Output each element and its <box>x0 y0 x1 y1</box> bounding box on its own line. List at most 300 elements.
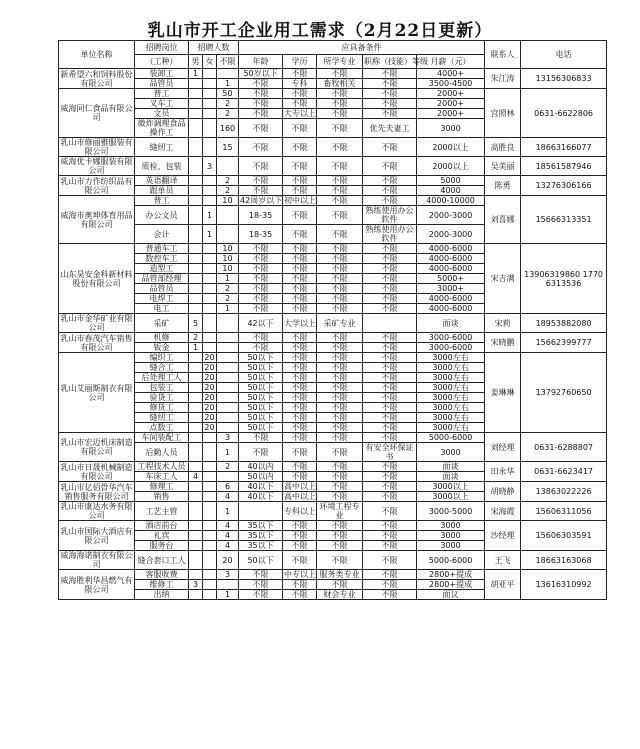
female-count-cell <box>203 343 217 353</box>
major-cell: 环境工程专业 <box>317 502 363 521</box>
contact-person-cell: 沙经理 <box>485 521 521 551</box>
post-cell: 包装工 <box>135 383 189 393</box>
post-cell: 钣金 <box>135 343 189 353</box>
unlimited-count-cell <box>217 343 239 353</box>
unlimited-count-cell: 2 <box>217 462 239 472</box>
post-cell: 修理工 <box>135 482 189 492</box>
major-cell: 不限 <box>317 482 363 492</box>
female-count-cell <box>203 521 217 531</box>
female-count-cell <box>203 472 217 482</box>
female-count-cell <box>203 462 217 472</box>
major-cell: 畜牧相关 <box>317 79 363 89</box>
male-count-cell <box>189 196 203 206</box>
female-count-cell: 20 <box>204 393 215 402</box>
female-count-cell: 20 <box>204 363 215 372</box>
phone-cell: 18561587946 <box>521 157 607 176</box>
male-count-cell <box>189 294 203 304</box>
post-cell: 编织工 <box>135 353 189 363</box>
salary-cell: 5000 <box>417 176 485 186</box>
education-cell: 不限 <box>283 206 317 225</box>
salary-cell: 2000-3000 <box>417 225 485 244</box>
title-level-cell: 不限 <box>363 403 417 413</box>
title-level-cell: 不限 <box>363 343 417 353</box>
title-level-cell: 不限 <box>363 551 417 570</box>
major-cell: 不限 <box>317 343 363 353</box>
female-count-cell <box>203 138 217 157</box>
post-cell: 修货工 <box>135 403 189 413</box>
major-cell: 不限 <box>317 531 363 541</box>
male-count-cell <box>189 433 203 443</box>
company-name-cell: 乳山市康达水务有限公司 <box>60 502 133 520</box>
unlimited-count-cell: 10 <box>217 244 239 254</box>
phone-cell: 13906319860 17706313536 <box>521 244 607 314</box>
age-cell: 50以下 <box>239 403 283 413</box>
table-row <box>59 433 607 443</box>
unlimited-count-cell: 10 <box>217 254 239 264</box>
female-count-cell <box>203 119 217 138</box>
unlimited-count-cell: 2 <box>217 294 239 304</box>
male-count-cell: 3 <box>189 580 203 590</box>
salary-cell: 3000+ <box>417 284 485 294</box>
female-count-cell <box>203 284 217 294</box>
female-count-cell <box>203 590 217 600</box>
age-cell: 不限 <box>239 254 283 264</box>
education-cell: 不限 <box>283 551 317 570</box>
major-cell: 不限 <box>317 433 363 443</box>
phone-cell: 13616310992 <box>521 570 607 600</box>
female-count-cell <box>203 433 217 443</box>
age-cell: 不限 <box>239 89 283 99</box>
education-cell: 不限 <box>283 373 317 383</box>
education-cell: 高中以上 <box>284 492 317 501</box>
table-row <box>59 196 607 206</box>
female-count-cell <box>203 186 217 196</box>
table-row <box>59 482 607 492</box>
male-count-cell <box>189 403 203 413</box>
post-cell: 车间装配工 <box>135 433 189 443</box>
salary-cell: 5000-6000 <box>417 433 485 443</box>
unlimited-count-cell <box>217 314 239 333</box>
female-count-cell <box>203 274 217 284</box>
unlimited-count-cell <box>217 225 239 244</box>
age-cell: 不限 <box>239 433 283 443</box>
salary-cell: 2800+提成 <box>417 580 485 590</box>
title-level-cell: 不限 <box>363 521 417 531</box>
male-count-cell <box>189 413 203 423</box>
education-cell: 不限 <box>283 176 317 186</box>
contact-person-cell: 宫照林 <box>485 89 521 138</box>
female-count-cell: 20 <box>204 383 215 392</box>
major-cell: 不限 <box>317 541 363 551</box>
post-cell: 装卸工 <box>135 69 189 79</box>
title-level-cell: 不限 <box>363 590 417 600</box>
male-count-cell <box>189 502 203 521</box>
company-name-cell: 乳山市金华矿业有限公司 <box>60 314 133 332</box>
phone-cell: 13863022226 <box>521 482 607 502</box>
post-cell: 缝合工 <box>135 363 189 373</box>
education-cell: 不限 <box>283 343 317 353</box>
table-row <box>59 551 607 570</box>
post-cell: 车床工人 <box>135 472 189 482</box>
female-count-cell <box>203 531 217 541</box>
title-level-cell: 不限 <box>363 482 417 492</box>
salary-cell: 3000-6000 <box>417 333 485 343</box>
age-cell: 不限 <box>239 186 283 196</box>
title-level-cell: 不限 <box>363 196 417 206</box>
male-count-cell <box>189 264 203 274</box>
major-cell: 不限 <box>317 119 363 138</box>
male-count-cell <box>189 79 203 89</box>
unlimited-count-cell <box>217 206 239 225</box>
age-cell: 50以下 <box>239 363 283 373</box>
male-count-cell <box>189 99 203 109</box>
education-cell: 专科以上 <box>283 502 317 521</box>
company-name-cell: 山东昊安金科新材料股份有限公司 <box>59 244 135 314</box>
major-cell: 不限 <box>317 472 363 482</box>
company-name-cell: 乳山市亿佰骨华汽车销售服务有限公司 <box>60 482 133 501</box>
title-level-cell: 熟练使用办公软件 <box>363 206 417 225</box>
header-male: 男 <box>189 55 203 69</box>
post-cell: 缝合套口工人 <box>135 551 189 570</box>
title-level-cell: 不限 <box>363 333 417 343</box>
title-level-cell: 不限 <box>363 570 417 580</box>
title-level-cell: 不限 <box>363 264 417 274</box>
unlimited-count-cell: 6 <box>217 482 239 492</box>
title-level-cell: 不限 <box>363 138 417 157</box>
male-count-cell <box>189 157 203 176</box>
male-count-cell <box>189 304 203 314</box>
unlimited-count-cell: 4 <box>217 531 239 541</box>
unlimited-count-cell <box>217 413 239 423</box>
table-row <box>59 502 607 521</box>
post-cell: 品管员 <box>135 79 189 89</box>
female-count-cell <box>203 492 217 502</box>
header-age: 年龄 <box>239 55 283 69</box>
post-cell: 缝纫工 <box>135 138 189 157</box>
female-count-cell <box>203 541 217 551</box>
major-cell: 不限 <box>317 413 363 423</box>
female-count-cell <box>203 551 217 570</box>
post-cell: 点数工 <box>135 423 189 433</box>
salary-cell: 3000左右 <box>417 423 485 433</box>
title-level-cell: 不限 <box>363 423 417 433</box>
unlimited-count-cell: 3 <box>217 570 239 580</box>
male-count-cell <box>189 89 203 99</box>
major-cell: 不限 <box>317 89 363 99</box>
unlimited-count-cell: 15 <box>217 138 239 157</box>
major-cell: 不限 <box>317 196 363 206</box>
unlimited-count-cell <box>217 157 239 176</box>
salary-cell: 5000+ <box>417 274 485 284</box>
age-cell: 50以下 <box>239 393 283 403</box>
title-level-cell: 不限 <box>363 580 417 590</box>
education-cell: 不限 <box>283 333 317 343</box>
female-count-cell <box>203 482 217 492</box>
title-level-cell: 不限 <box>363 433 417 443</box>
contact-person-cell: 刘喜娜 <box>485 196 521 244</box>
male-count-cell <box>189 373 203 383</box>
salary-cell: 3000 <box>417 521 485 531</box>
unlimited-count-cell: 1 <box>217 502 239 521</box>
title-level-cell: 不限 <box>363 176 417 186</box>
major-cell: 不限 <box>317 157 363 176</box>
salary-cell: 3000 <box>417 541 485 551</box>
salary-cell: 3000左右 <box>417 413 485 423</box>
post-cell: 缝纫工 <box>135 413 189 423</box>
female-count-cell <box>203 314 217 333</box>
phone-cell: 13792760650 <box>521 353 607 433</box>
title-level-cell: 不限 <box>363 353 417 363</box>
post-cell: 后处理工人 <box>135 373 189 383</box>
male-count-cell <box>189 443 203 462</box>
post-cell: 叉车工 <box>135 99 189 109</box>
salary-cell: 3000左右 <box>417 373 485 383</box>
female-count-cell <box>203 244 217 254</box>
unlimited-count-cell <box>217 472 239 482</box>
female-count-cell <box>203 443 217 462</box>
female-count-cell <box>203 580 217 590</box>
age-cell: 40以下 <box>239 492 283 502</box>
education-cell: 不限 <box>283 225 317 244</box>
female-count-cell <box>203 502 217 521</box>
title-level-cell: 不限 <box>363 383 417 393</box>
age-cell: 不限 <box>239 443 283 462</box>
male-count-cell <box>189 541 203 551</box>
title-level-cell: 不限 <box>363 393 417 403</box>
education-cell: 不限 <box>283 580 317 590</box>
title-level-cell <box>363 314 417 333</box>
unlimited-count-cell: 3 <box>217 433 239 443</box>
age-cell: 50以下 <box>239 551 283 570</box>
salary-cell: 3000-6000 <box>417 343 485 353</box>
education-cell: 不限 <box>283 254 317 264</box>
unlimited-count-cell: 10 <box>217 196 239 206</box>
age-cell: 50以下 <box>239 383 283 393</box>
post-cell: 造型工 <box>135 264 189 274</box>
age-cell: 不限 <box>239 79 283 89</box>
contact-person-cell: 田永华 <box>485 462 521 482</box>
age-cell: 18-35 <box>239 225 283 244</box>
major-cell: 不限 <box>317 383 363 393</box>
age-cell: 不限 <box>239 333 283 343</box>
salary-cell: 面谈 <box>417 462 485 472</box>
age-cell: 不限 <box>239 294 283 304</box>
major-cell: 不限 <box>317 206 363 225</box>
phone-cell: 0631-6288807 <box>521 433 607 462</box>
age-cell: 50以内 <box>239 472 283 482</box>
male-count-cell <box>189 274 203 284</box>
education-cell: 高中以上 <box>284 482 317 491</box>
unlimited-count-cell <box>217 580 239 590</box>
age-cell: 不限 <box>239 570 283 580</box>
header-post: （工种） <box>135 55 189 69</box>
company-name-cell: 乳山市日晟机械制造有限公司 <box>60 462 133 481</box>
post-cell: 品管员 <box>135 284 189 294</box>
major-cell: 不限 <box>317 423 363 433</box>
salary-cell: 3000以上 <box>417 492 485 502</box>
male-count-cell <box>189 383 203 393</box>
page-title: 乳山市开工企业用工需求（2月22日更新） <box>147 21 493 41</box>
post-cell: 品管部经理 <box>135 274 189 284</box>
male-count-cell <box>189 109 203 119</box>
header-count-group: 招聘人数 <box>189 41 239 55</box>
unlimited-count-cell: 50 <box>217 89 239 99</box>
post-cell: 普工 <box>135 89 189 99</box>
salary-cell: 2800+提成 <box>417 570 485 580</box>
salary-cell: 4000-6000 <box>417 244 485 254</box>
major-cell: 不限 <box>317 274 363 284</box>
major-cell: 不限 <box>317 294 363 304</box>
company-name-cell: 乳山艾丽斯制衣有限公司 <box>59 353 135 433</box>
unlimited-count-cell: 1 <box>217 274 239 284</box>
education-cell: 不限 <box>283 89 317 99</box>
post-cell: 会计 <box>135 225 189 244</box>
post-cell: 数控车工 <box>135 254 189 264</box>
education-cell: 不限 <box>283 433 317 443</box>
unlimited-count-cell <box>217 333 239 343</box>
female-count-cell: 20 <box>204 353 215 362</box>
post-cell: 工艺主管 <box>135 502 189 521</box>
major-cell: 不限 <box>317 284 363 294</box>
title-level-cell: 不限 <box>363 472 417 482</box>
major-cell: 财会专业 <box>317 590 363 600</box>
major-cell: 不限 <box>317 138 363 157</box>
salary-cell: 2000以上 <box>417 157 485 176</box>
contact-person-cell: 胡晓静 <box>485 482 521 502</box>
company-name-cell: 威海胜利华昌燃气有限公司 <box>59 570 135 600</box>
unlimited-count-cell: 20 <box>217 551 239 570</box>
company-name-cell: 新希望六和饲料股份有限公司 <box>60 69 133 88</box>
major-cell: 不限 <box>317 403 363 413</box>
unlimited-count-cell: 2 <box>217 109 239 119</box>
post-cell: 采矿 <box>135 314 189 333</box>
unlimited-count-cell: 1 <box>217 304 239 314</box>
company-name-cell: 威海同仁食品有限公司 <box>59 89 135 138</box>
age-cell: 18-35 <box>239 206 283 225</box>
education-cell: 不限 <box>283 363 317 373</box>
title-level-cell: 不限 <box>363 186 417 196</box>
title-level-cell: 不限 <box>363 541 417 551</box>
table-row <box>59 89 607 99</box>
major-cell: 不限 <box>317 462 363 472</box>
male-count-cell <box>189 284 203 294</box>
major-cell: 不限 <box>317 580 363 590</box>
title-level-cell: 不限 <box>363 274 417 284</box>
header-conditions-group: 应具备条件 <box>239 41 485 55</box>
table-row <box>59 176 607 186</box>
contact-person-cell: 吴美丽 <box>485 157 521 176</box>
male-count-cell <box>189 363 203 373</box>
table-row <box>59 138 607 157</box>
unlimited-count-cell: 2 <box>217 186 239 196</box>
male-count-cell: 5 <box>189 314 203 333</box>
salary-cell: 4000-6000 <box>417 304 485 314</box>
title-level-cell: 不限 <box>363 373 417 383</box>
salary-cell: 4000-6000 <box>417 294 485 304</box>
age-cell: 50以下 <box>239 413 283 423</box>
education-cell: 大专以上 <box>284 109 317 118</box>
salary-cell: 4000+ <box>417 69 485 79</box>
phone-cell: 13156306833 <box>521 69 607 89</box>
female-count-cell <box>203 570 217 580</box>
education-cell: 不限 <box>283 353 317 363</box>
unlimited-count-cell: 4 <box>217 541 239 551</box>
post-cell: 验货工 <box>135 393 189 403</box>
phone-cell: 15606303591 <box>521 521 607 551</box>
major-cell: 不限 <box>317 333 363 343</box>
header-education: 学历 <box>283 55 317 69</box>
table-row <box>59 69 607 79</box>
table-row <box>59 353 607 363</box>
title-level-cell: 不限 <box>363 79 417 89</box>
unlimited-count-cell <box>217 373 239 383</box>
salary-cell: 3000-5000 <box>417 502 485 521</box>
male-count-cell <box>189 176 203 186</box>
education-cell: 不限 <box>283 383 317 393</box>
title-level-cell: 不限 <box>363 254 417 264</box>
salary-cell: 3000左右 <box>417 393 485 403</box>
education-cell: 不限 <box>283 413 317 423</box>
salary-cell: 2000+ <box>417 99 485 109</box>
phone-cell: 0631-6622806 <box>521 89 607 138</box>
female-count-cell <box>203 254 217 264</box>
age-cell: 50以下 <box>239 423 283 433</box>
unlimited-count-cell: 10 <box>217 264 239 274</box>
education-cell: 不限 <box>283 119 317 138</box>
salary-cell: 3000左右 <box>417 363 485 373</box>
female-count-cell <box>203 176 217 186</box>
education-cell: 不限 <box>283 69 317 79</box>
education-cell: 不限 <box>283 531 317 541</box>
post-cell: 微炸调理食品操作工 <box>135 119 189 138</box>
education-cell: 不限 <box>283 443 317 462</box>
salary-cell: 3000以上 <box>417 482 485 492</box>
header-phone: 电话 <box>521 41 607 69</box>
major-cell: 不限 <box>317 373 363 383</box>
major-cell: 不限 <box>317 551 363 570</box>
salary-cell: 3500-4500 <box>417 79 485 89</box>
post-cell: 机修 <box>135 333 189 343</box>
title-level-cell: 不限 <box>363 531 417 541</box>
post-cell: 普通车工 <box>135 244 189 254</box>
female-count-cell: 3 <box>203 157 217 176</box>
unlimited-count-cell <box>217 403 239 413</box>
education-cell: 不限 <box>283 541 317 551</box>
age-cell: 40以下 <box>239 482 283 492</box>
contact-person-cell: 刘经理 <box>485 433 521 462</box>
unlimited-count-cell: 160 <box>217 119 239 138</box>
education-cell: 大学以上 <box>283 314 317 333</box>
major-cell: 不限 <box>317 492 363 502</box>
header-company: 单位名称 <box>59 41 135 69</box>
age-cell: 40以内 <box>239 462 283 472</box>
contact-person-cell: 朱江涛 <box>485 69 521 89</box>
male-count-cell: 4 <box>189 472 203 482</box>
header-title-level: 职称（技能）等级 <box>363 55 417 69</box>
company-name-cell: 乳山市国际大酒店有限公司 <box>59 521 135 551</box>
post-cell: 维修工 <box>135 580 189 590</box>
male-count-cell <box>189 462 203 472</box>
title-level-cell: 不限 <box>363 363 417 373</box>
male-count-cell <box>189 482 203 492</box>
education-cell: 不限 <box>283 186 317 196</box>
table-row <box>59 521 607 531</box>
female-count-cell: 20 <box>204 403 215 412</box>
post-cell: 普工 <box>135 196 189 206</box>
education-cell: 不限 <box>283 138 317 157</box>
unlimited-count-cell <box>217 423 239 433</box>
male-count-cell <box>189 393 203 403</box>
